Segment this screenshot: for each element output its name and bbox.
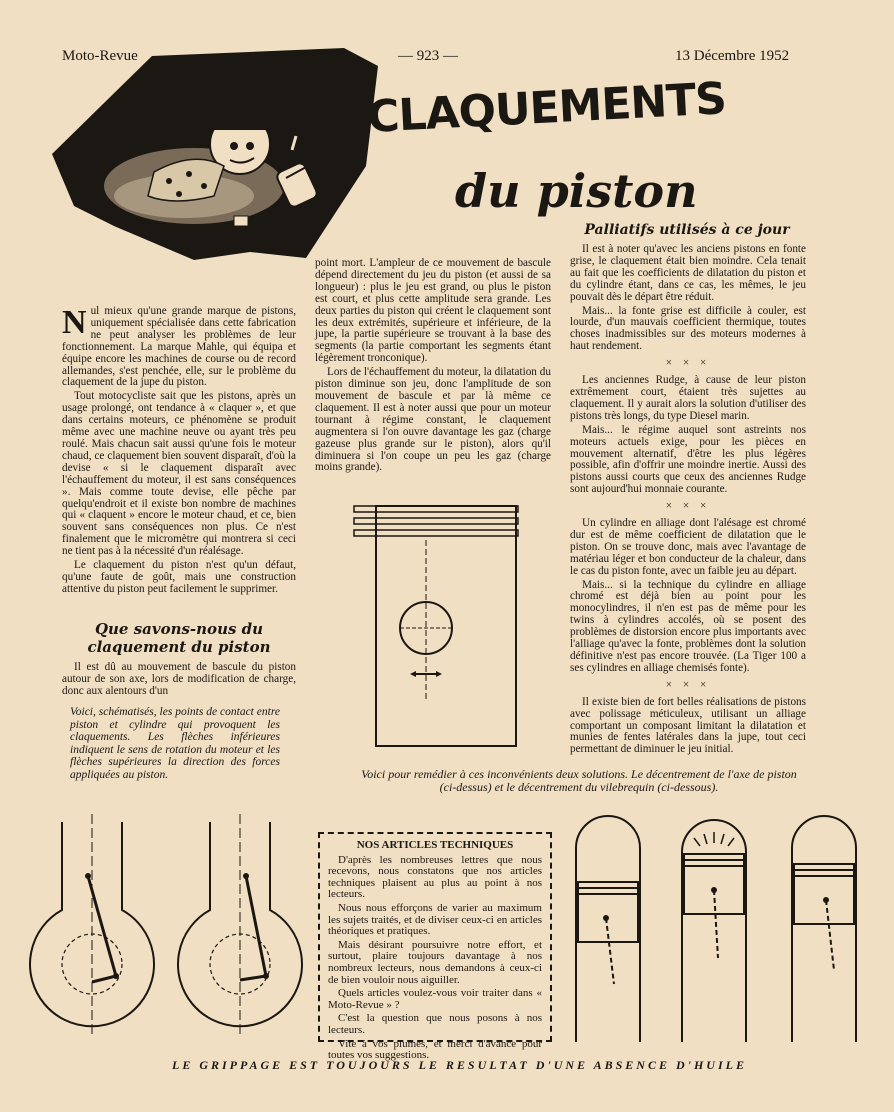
piston-figure	[344, 500, 534, 756]
box-paragraph: C'est la question que nous posons à nos lecteurs.	[328, 1012, 542, 1036]
paragraph: Le claquement du piston n'est qu'un défaut, qu'une faute de goût, mais une construction attentive du piston peut facilement le supprimer.	[62, 559, 296, 595]
paragraph: Tout motocycliste sait que les pistons, après un usage prolongé, ont tendance à « claquer », et que dans certains moteurs, ce phénomène se produit même avec une machine neuve ou ayant très peu roulé. Mais chacun sait aussi qu'une fois le moteur chaud, ce claquement bien souvent disparaît, d'où la devise « si le claquement disparaît avec l'échauffement du moteur, il est sans conséquences ». Mais comme toute devise, elle pêche par quelqu'endroit et il existe bon nombre de machines qui « claquent » encore le moteur chaud, et ce, bien souvent sans conséquences non plus. Ce n'est finalement que le micromètre qui montrera si ceci ne tient pas à la nécessité d'un réalésage.	[62, 390, 296, 558]
paragraph: Un cylindre en alliage dont l'alésage est chromé dur est de même coefficient de dilatation que le piston. On se trouve donc, mais avec l'avantage de matériau léger et bon conducteur de la chaleur, dans le cas du piston fonte, avec un faible jeu au départ.	[570, 517, 806, 577]
box-paragraph: Vite à vos plumes, et merci d'avance pour toutes vos suggestions.	[328, 1037, 542, 1062]
crank-diagrams	[26, 814, 316, 1044]
column-2	[315, 258, 551, 476]
separator: × × ×	[665, 357, 711, 370]
issue-date: 13 Décembre 1952	[675, 48, 790, 64]
separator: × × ×	[665, 678, 711, 691]
figure-caption-1: Voici, schématisés, les points de contact entre piston et cylindre qui provoquent les claquements. Les flèches inférieures indiquent le sens de rotation du moteur et les flèches supérieures la direction des forces appliquées au piston.	[70, 706, 280, 781]
box-paragraph: D'après les nombreuses lettres que nous recevons, nous constatons que nos articles techniques plaisent au plus au point à nos lecteurs.	[328, 853, 542, 901]
drop-cap: N	[62, 304, 87, 341]
box-paragraph: Quels articles voulez-vous voir traiter dans « Moto-Revue » ?	[328, 987, 542, 1011]
column-1-cont	[62, 662, 296, 700]
box-title: NOS ARTICLES TECHNIQUES	[356, 839, 514, 851]
footer-slogan: LE GRIPPAGE EST TOUJOURS LE RESULTAT D'UNE ABSENCE D'HUILE	[172, 1058, 747, 1072]
paragraph: Il est à noter qu'avec les anciens pistons en fonte grise, le claquement était bien moindre. Cela tenait au fait que les coefficients de dilatation du piston et du cylindre étant, dans ce cas, les mêmes, le jeu pouvait dès le départ être réduit.	[570, 243, 806, 303]
title-illustration	[44, 46, 380, 262]
paragraph: ul mieux qu'une grande marque de pistons, uniquement spécialisée dans cette fabrication ne peut analyser les problèmes de leur fonctionnement. La marque Mahle, qui équipa et équipe encore les machines de course ou de record allemandes, s'est penchée, elle, sur le problème du claquement de la jupe du piston.	[62, 305, 296, 389]
paragraph: Il est dû au mouvement de bascule du piston autour de son axe, lors de modification de charge, donc aux alentours d'un	[62, 661, 296, 697]
separator: × × ×	[665, 500, 711, 513]
headline: CLAQUEMENTS	[366, 73, 728, 143]
section-heading: Palliatifs utilisés à ce jour	[584, 222, 790, 238]
box-paragraph: Mais désirant poursuivre notre effort, et surtout, plaire toujours davantage à nos nombreux lecteurs, nous demandons à ceux-ci de bien vouloir nous aiguiller.	[328, 938, 542, 986]
piston-diagrams	[566, 814, 876, 1046]
paragraph: Mais... la fonte grise est difficile à couler, est lourde, d'un mauvais coefficient thermique, toutes choses inadmissibles sur des moteurs modernes à haut rendement.	[570, 304, 806, 353]
paragraph: Les anciennes Rudge, à cause de leur piston extrêmement court, étaient très sujettes au claquement. Il y aurait alors la solution d'utiliser des pistons très longs, du type Diesel marin.	[570, 374, 806, 422]
paragraph: Il existe bien de fort belles réalisations de pistons avec polissage méticuleux, utilisant un alliage comportant un composant limitant la dilatation et munies de fentes latérales dans la jupe, tout ceci permettant de diminuer le jeu initial.	[570, 695, 806, 756]
paragraph: Mais... si la technique du cylindre en alliage chromé est déjà bien au point pour les monocylindres, il n'en est pas de même pour les twins à cylindres accolés, où se posent des problèmes de distorsion encore plus importants avec l'alliage qu'avec la fonte, problèmes dont la solution définitive n'est pas encore trouvée. (La Tiger 100 a ses cylindres en alliage chemisés fonte).	[570, 578, 806, 674]
column-3	[570, 244, 806, 758]
headline-sub: du piston	[455, 164, 698, 218]
paragraph: point mort. L'ampleur de ce mouvement de bascule dépend directement du jeu du piston (et aussi de sa longueur) : plus le jeu est grand, ou plus le piston est court, et plus cette amplitude sera grande. Les deux parties du piston qui créent le claquement sont les deux extrémités, supérieure et inférieure, de la jupe, la partie supérieure se trouvant à la base des segments (la partie comportant les segments étant légèrement tronconique).	[315, 257, 551, 365]
box-paragraph: Nous nous efforçons de varier au maximum les sujets traités, et de diviser ceux-ci en articles théoriques et pratiques.	[328, 901, 542, 938]
figure-caption-2: Voici pour remédier à ces inconvénients deux solutions. Le décentrement de l'axe de piston (ci-dessus) et le décentrement du vilebrequin (ci-dessous).	[361, 767, 797, 794]
section-heading: Que savons-nous du claquement du piston	[87, 620, 271, 656]
column-1	[62, 306, 296, 598]
paragraph: Mais... le régime auquel sont astreints nos moteurs actuels exige, pour les pièces en mouvement alternatif, d'être les plus légères possible, afin d'offrir une moindre inertie. Aussi des pistons aussi courts que ceux des anciennes Rudge sont aujourd'hui monnaie courante.	[570, 423, 806, 496]
page-number: — 923 —	[398, 48, 458, 64]
info-box	[318, 832, 552, 1062]
running-head-left: Moto-Revue	[62, 48, 138, 64]
paragraph: Lors de l'échauffement du moteur, la dilatation du piston diminue son jeu, donc l'amplitude de son mouvement de bascule et par là même ce claquement. Il est à noter aussi que pour un moteur tournant à régime constant, le claquement augmentera si l'on ouvre davantage les gaz (charge gazeuse plus grande sur le piston), alors qu'il diminuera si l'on coupe un peu les gaz (charge moins grande).	[315, 366, 551, 474]
